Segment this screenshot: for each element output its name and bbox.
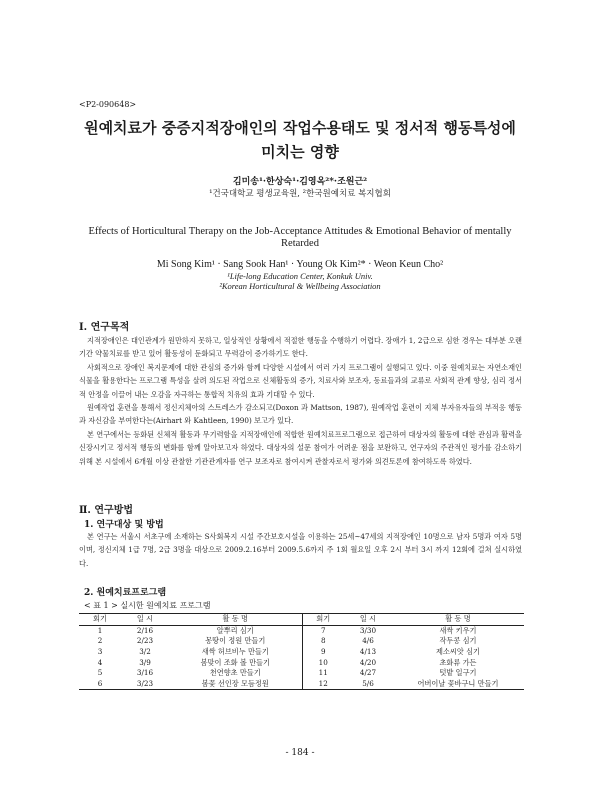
table-cell: 4/20	[359, 657, 377, 667]
table-cell: 3/16	[136, 668, 154, 678]
authors-korean: 김미송¹·한상숙¹·김영옥²*·조원근²	[232, 177, 368, 187]
section-1-paragraph-3: 원예작업 훈련을 통해서 정신지체아의 스트레스가 감소되고(Doxon 과 Mattson, 1987), 원예작업 훈련이 지체 부자유자들의 부적응 행동과 자신감을 부여한다는(Airhart 와 Kahtleen, 1990) 보고가 있다.	[79, 403, 522, 426]
section-1-heading: Ⅰ. 연구목적	[79, 322, 130, 333]
table-cell: 2/16	[136, 625, 154, 635]
table-cell: 6	[97, 678, 103, 688]
authors-english: Mi Song Kim¹ · Sang Sook Han¹ · Young Ok Kim²* · Weon Keun Cho²	[156, 259, 444, 270]
table-row	[79, 625, 524, 636]
table-cell: 11	[302, 668, 344, 679]
section-1-paragraph-4: 본 연구에서는 등화된 신체적 활동과 무기력함을 지적장애인에 적합한 원예치료프로그램으로 접근하여 대상자의 활동에 대한 관심과 활력을 신장시키고 정서적 행동의 변화를 함께 알아보고자 하였다. 대상자의 설문 참여가 어려운 점을 보완하고, 연구자의 주관적인 평가를 감소하기 위해 본 시설에서 6개월 이상 관찰한 기관관계자를 연구 보조자로 참여시켜 관찰자로서 평가와 의견토론에 참여하도록 하였다.	[79, 430, 522, 466]
table-header-row	[79, 614, 524, 626]
table-row	[79, 668, 524, 679]
table-cell: 작두콩 심기	[439, 636, 477, 646]
table-cell: 3/9	[139, 657, 151, 667]
table-cell: 10	[302, 657, 344, 668]
table-cell: 3/30	[359, 625, 377, 635]
affiliations-english	[60, 271, 540, 291]
table-cell: 4/13	[359, 647, 377, 657]
table-cell: 3/2	[139, 647, 151, 657]
table-row	[79, 657, 524, 668]
section-2-2-heading: 2. 원예치료프로그램	[84, 588, 167, 598]
program-table	[79, 613, 524, 690]
table-cell: 어버이날 꽃바구니 만들기	[417, 678, 499, 688]
title-korean-line1: 원예치료가 중증지적장애인의 작업수용태도 및 정서적 행동특성에	[84, 119, 516, 137]
table-row	[79, 647, 524, 658]
section-2-1-heading: 1. 연구대상 및 방법	[84, 520, 164, 530]
table-cell: 5	[97, 668, 103, 678]
header-date: 일 시	[359, 614, 377, 624]
table-cell: 4/6	[362, 636, 374, 646]
table-row	[79, 679, 524, 690]
table-cell: 2/23	[136, 636, 154, 646]
abstract-code: <P2-090648>	[79, 100, 137, 109]
table-cell: 12	[302, 679, 344, 690]
table-cell: 1	[97, 625, 103, 635]
table-cell: 3/23	[136, 678, 154, 688]
table-cell: 9	[302, 647, 344, 658]
table-cell: 초화류 가든	[439, 657, 477, 667]
section-1-paragraph-1: 지적장애인은 대인관계가 원만하지 못하고, 일상적인 상황에서 적절한 행동을 수행하기 어렵다. 장애가 1, 2급으로 심한 경우는 대부분 오랜 기간 약물치료를 받고 있어 활동성이 둔화되고 무력감이 증가하기도 한다.	[79, 336, 522, 359]
affiliations-korean: ¹건국대학교 평생교육원, ²한국원예치료 복지협회	[209, 189, 391, 199]
table-caption: < 표 1 > 실시한 원예치료 프로그램	[84, 601, 211, 610]
page-number: - 184 -	[285, 748, 315, 758]
table-cell: 제소씨앗 심기	[436, 647, 480, 657]
table-cell: 새싹 허브비누 만들기	[201, 647, 269, 657]
table-cell: 2	[97, 636, 103, 646]
header-session: 회기	[93, 614, 107, 624]
header-date: 일 시	[136, 614, 154, 624]
table-cell: 5/6	[362, 678, 374, 688]
title-english: Effects of Horticultural Therapy on the Job-Acceptance Attitudes & Emotional Behavior of mentally Retarded	[88, 226, 512, 249]
table-cell: 7	[302, 625, 344, 636]
table-cell: 텃밭 일구기	[439, 668, 477, 678]
table-cell: 몽땅이 정원 만들기	[205, 636, 266, 646]
header-activity: 활 동 명	[222, 614, 248, 624]
title-korean-line2: 미치는 영향	[261, 143, 339, 161]
table-cell: 새싹 키우기	[439, 625, 477, 635]
table-cell: 8	[302, 636, 344, 647]
table-cell: 3	[97, 647, 103, 657]
table-cell: 천연향초 만들기	[209, 668, 261, 678]
table-cell: 봄맞이 조화 볼 만들기	[200, 657, 270, 667]
table-cell: 봄꽃 선인장 모듬정원	[201, 678, 269, 688]
affiliation-english-1: ¹Life-long Education Center, Konkuk Univ.	[227, 271, 373, 281]
table-cell: 알뿌리 심기	[216, 625, 254, 635]
table-row	[79, 636, 524, 647]
section-2-1-paragraph: 본 연구는 서울시 서초구에 소재하는 S사회복지 시설 주간보호시설을 이용하는 25세~47세의 지적장애인 10명으로 남자 5명과 여자 5명이며, 정신지체 1급 7명, 2급 3명을 대상으로 2009.2.16부터 2009.5.6까지 주 1회 월요일 오후 2시 부터 3시 까지 12회에 걸쳐 실시하였다.	[79, 532, 522, 568]
table-cell: 4/27	[359, 668, 377, 678]
section-2-heading: Ⅱ. 연구방법	[79, 505, 134, 516]
table-cell: 4	[97, 657, 103, 667]
affiliation-english-2: ²Korean Horticultural & Wellbeing Association	[219, 281, 381, 291]
header-activity: 활 동 명	[445, 614, 471, 624]
header-session: 회기	[302, 614, 344, 626]
section-1-paragraph-2: 사회적으로 장애인 복지문제에 대한 관심의 증가와 함께 다양한 시설에서 여러 가지 프로그램이 실행되고 있다. 이중 원예치료는 자연소재인 식물을 활용한다는 프로그램 특성을 살려 의도된 작업으로 신체활동의 증가, 치료사와 보조자, 동료들과의 교류로 사회적 관계 향상, 심리 정서적 안정을 이끌어 내는 오감을 자극하는 통합적 치유의 효과 기대할 수 있다.	[79, 363, 522, 399]
